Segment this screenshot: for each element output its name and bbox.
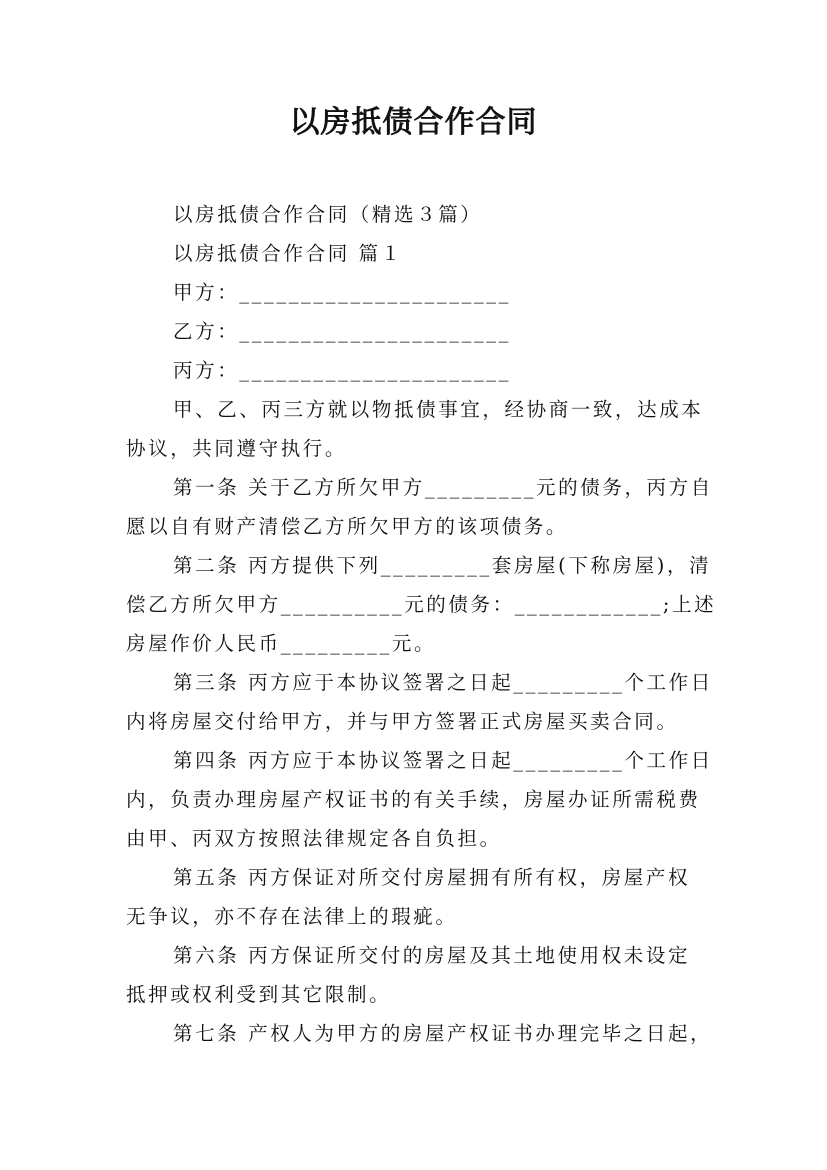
document-line: 无争议，亦不存在法律上的瑕疵。 (126, 905, 458, 928)
document-line: 甲、乙、丙三方就以物抵债事宜，经协商一致，达成本 (173, 398, 704, 421)
document-line: 第三条 丙方应于本协议签署之日起_________个工作日 (173, 671, 713, 694)
document-line: 以房抵债合作合同（精选３篇） (173, 203, 483, 226)
document-line: 第二条 丙方提供下列_________套房屋(下称房屋)，清 (173, 554, 712, 577)
document-line: 第五条 丙方保证对所交付房屋拥有所有权，房屋产权 (173, 866, 691, 889)
document-line: 乙方：______________________ (173, 320, 511, 343)
document-line: 内，负责办理房屋产权证书的有关手续，房屋办证所需税费 (126, 788, 701, 811)
document-line: 以房抵债合作合同 篇１ (173, 242, 403, 265)
document-body (126, 195, 717, 1053)
document-line: 房屋作价人民币_________元。 (126, 632, 437, 655)
document-line: 由甲、丙双方按照法律规定各自负担。 (126, 827, 502, 850)
document-line: 丙方：______________________ (173, 359, 511, 382)
document-line: 愿以自有财产清偿乙方所欠甲方的该项债务。 (126, 515, 569, 538)
document-line: 第六条 丙方保证所交付的房屋及其土地使用权未设定 (173, 944, 691, 967)
document-line: 协议，共同遵守执行。 (126, 437, 348, 460)
document-line: 抵押或权利受到其它限制。 (126, 983, 392, 1006)
document-line: 第一条 关于乙方所欠甲方_________元的债务，丙方自 (173, 476, 713, 499)
document-line: 第七条 产权人为甲方的房屋产权证书办理完毕之日起， (173, 1022, 713, 1045)
document-line: 甲方：______________________ (173, 281, 511, 304)
document-line: 第四条 丙方应于本协议签署之日起_________个工作日 (173, 749, 713, 772)
document-title: 以房抵债合作合同 (289, 105, 538, 140)
document-line: 内将房屋交付给甲方，并与甲方签署正式房屋买卖合同。 (126, 710, 679, 733)
document-line: 偿乙方所欠甲方__________元的债务：____________;上述 (126, 593, 717, 616)
